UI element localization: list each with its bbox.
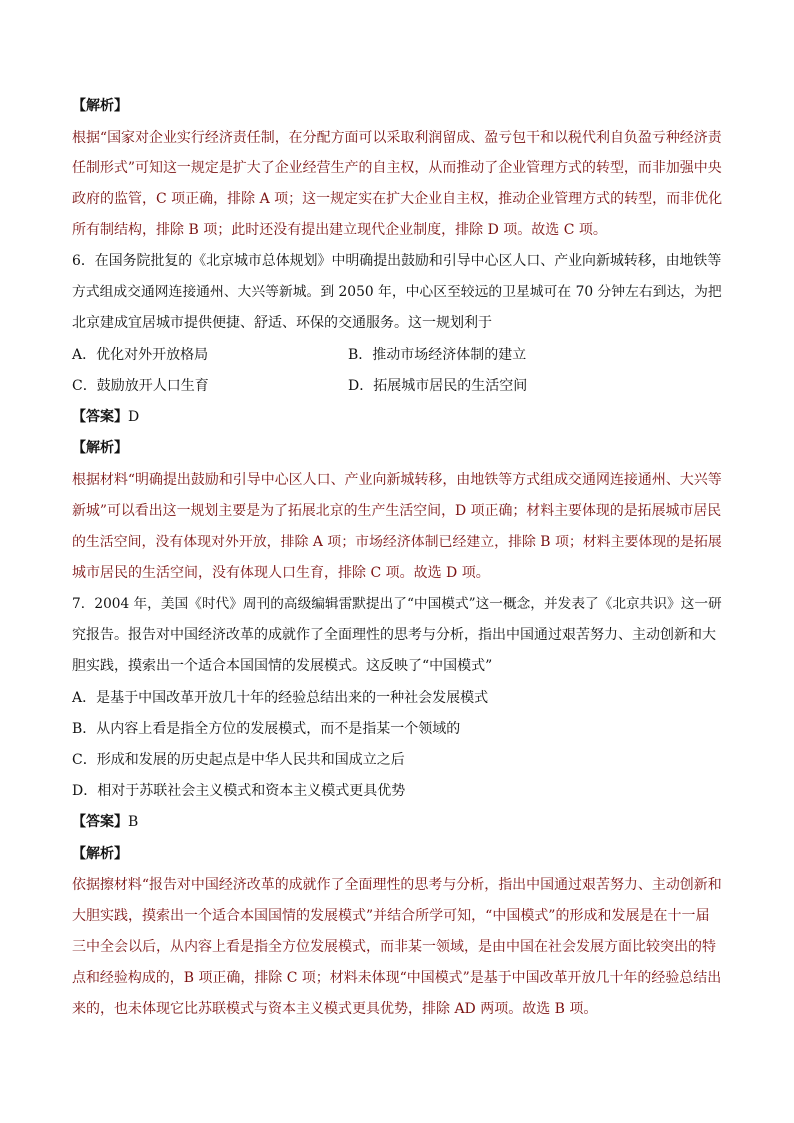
q6-option-c: C．鼓励放开人口生育 [72, 378, 209, 394]
q6-options-row-1 [72, 345, 722, 365]
q5-analysis-line: 根据“国家对企业实行经济责任制，在分配方面可以采取利润留成、盈亏包干和以税代利自负盈亏种经济责 [72, 130, 722, 146]
q7-option-d: D．相对于苏联社会主义模式和资本主义模式更具优势 [72, 783, 406, 799]
q7-option-b: B．从内容上看是指全方位的发展模式，而不是指某一个领域的 [72, 721, 461, 737]
q6-option-a: A．优化对外开放格局 [72, 347, 209, 363]
q6-analysis-line: 的生活空间，没有体现对外开放，排除 A 项；市场经济体制已经建立，排除 B 项；材料主要体现的是拓展 [72, 534, 722, 550]
q5-analysis-line: 所有制结构，排除 B 项；此时还没有提出建立现代企业制度，排除 D 项。故选 C 项。 [72, 222, 607, 238]
q5-analysis-line: 政府的监管，C 项正确，排除 A 项；这一规定实在扩大企业自主权，推动企业管理方式的转型，而非优化 [72, 191, 723, 207]
q7-answer [72, 812, 138, 832]
q7-answer-value: B [128, 814, 139, 830]
q7-stem-line: 7．2004 年，美国《时代》周刊的高级编辑雷默提出了“中国模式”这一概念，并发表了《北京共识》这一研 [72, 596, 722, 612]
q7-analysis-line: 三中全会以后，从内容上看是指全方位发展模式，而非某一领域，是由中国在社会发展方面比较突出的特 [72, 939, 716, 955]
q7-analysis-line: 来的，也未体现它比苏联模式与资本主义模式更具优势，排除 AD 两项。故选 B 项。 [72, 1001, 598, 1017]
q6-stem-line: 方式组成交通网连接通州、大兴等新城。到 2050 年，中心区至较远的卫星城可在 70 分钟左右到达，为把 [72, 284, 722, 300]
q7-option-c: C．形成和发展的历史起点是中华人民共和国成立之后 [72, 752, 405, 768]
q5-analysis-line: 任制形式”可知这一规定是扩大了企业经营生产的自主权，从而推动了企业管理方式的转型，而非加强中央 [72, 160, 722, 176]
q6-option-d: D．拓展城市居民的生活空间 [348, 378, 528, 394]
q7-analysis-line: 大胆实践，摸索出一个适合本国国情的发展模式”并结合所学可知，“中国模式”的形成和发展是在十一届 [72, 908, 710, 924]
q6-analysis-line: 根据材料“明确提出鼓励和引导中心区人口、产业向新城转移，由地铁等方式组成交通网连接通州、大兴等 [72, 472, 722, 488]
q6-stem-line: 6．在国务院批复的《北京城市总体规划》中明确提出鼓励和引导中心区人口、产业向新城转移，由地铁等 [72, 253, 722, 269]
q7-stem-line: 胆实践，摸索出一个适合本国国情的发展模式。这反映了“中国模式” [72, 658, 493, 674]
q7-answer-label: 【答案】 [72, 814, 128, 830]
q6-option-b: B．推动市场经济体制的建立 [348, 347, 527, 363]
q5-analysis-label: 【解析】 [72, 98, 128, 114]
q7-analysis-label: 【解析】 [72, 846, 128, 862]
q6-answer-label: 【答案】 [72, 409, 128, 425]
q6-answer [72, 407, 139, 427]
q7-analysis-line: 依据擦材料“报告对中国经济改革的成就作了全面理性的思考与分析，指出中国通过艰苦努力、主动创新和 [72, 877, 722, 893]
q6-analysis-label: 【解析】 [72, 440, 128, 456]
q7-stem-line: 究报告。报告对中国经济改革的成就作了全面理性的思考与分析，指出中国通过艰苦努力、主动创新和大 [72, 627, 716, 643]
q7-option-a: A．是基于中国改革开放几十年的经验总结出来的一种社会发展模式 [72, 690, 489, 706]
q6-stem-line: 北京建成宜居城市提供便捷、舒适、环保的交通服务。这一规划利于 [72, 315, 492, 331]
q6-answer-value: D [128, 409, 140, 425]
q6-analysis-line: 新城”可以看出这一规划主要是为了拓展北京的生产生活空间，D 项正确；材料主要体现的是拓展城市居民 [72, 503, 722, 519]
q7-analysis-line: 点和经验构成的，B 项正确，排除 C 项；材料未体现“中国模式”是基于中国改革开放几十年的经验总结出 [72, 970, 722, 986]
q6-analysis-line: 城市居民的生活空间，没有体现人口生育，排除 C 项。故选 D 项。 [72, 565, 490, 581]
q6-options-row-2 [72, 376, 722, 396]
